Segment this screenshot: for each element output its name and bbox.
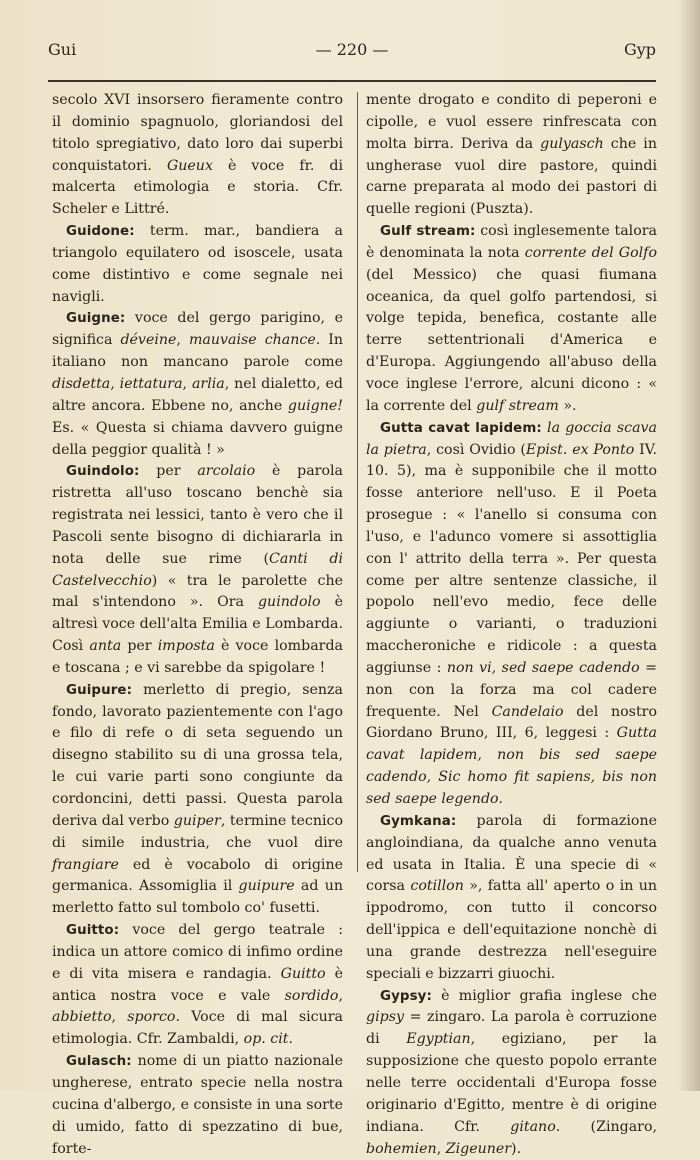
entry-text: , (338, 987, 343, 1004)
italic-term: sordido (284, 987, 339, 1004)
entry-text: . (Zingaro, (555, 1118, 657, 1135)
entry-text: (del Messico) che quasi fiumana oceanica, da quel golfo partendosi, si volge tepida, benefica, costante alle terre settentrionali d'America e d'Europa. Aggiungendo all'abuso della voce inglese l'errore, alcuni dicono : « la corrente del (366, 266, 657, 414)
entry-text: . Voce di mal sicura etimologia. Cfr. Zambaldi, (52, 1009, 343, 1048)
entry-text: nome di un piatto nazionale ungherese, entrato specie nella nostra cucina d'albergo, e consiste in una sorte di umido, fatto di spezzatino di bue, forte- (52, 1053, 343, 1157)
page-edge-shadow (678, 0, 700, 1091)
italic-term: cotillon (410, 878, 464, 895)
italic-term: sporco (127, 1009, 176, 1026)
headword: Gypsy: (380, 988, 432, 1004)
entry-text: ). (511, 1140, 522, 1157)
header-rule (48, 80, 656, 82)
italic-term: corrente del Golfo (524, 244, 657, 261)
italic-term: gulf stream (476, 397, 559, 414)
dictionary-entry (366, 221, 657, 418)
entry-text: è parola ristretta all'uso toscano benchè sia registrata nei lessici, tanto è vero che il Pascoli sente bisogno di dichiararla in nota delle sue rime ( (52, 463, 344, 567)
entry-text: è voce fr. di malcerta etimologia e storia. Cfr. Scheler e Littré. (52, 157, 344, 218)
page-number: — 220 — (315, 40, 389, 59)
entry-text: voce del gergo parigino, e significa (52, 310, 343, 349)
entry-text: Es. « Questa si chiama davvero guigne della peggior qualità ! » (52, 419, 343, 458)
italic-term: gipsy (366, 1009, 404, 1026)
column-divider (357, 92, 358, 872)
italic-term: gitano (510, 1118, 556, 1135)
italic-term: Egyptian (406, 1031, 471, 1048)
entry-text: , (182, 375, 192, 392)
headword: Guipure: (66, 682, 133, 698)
italic-term: mauvaise chance (188, 332, 316, 349)
headword: Guidone: (66, 224, 135, 240)
entry-text: che in ungherase vuol dire pastore, quindi carne preparata al modo dei pastori di quelle regioni (Puszta). (366, 135, 657, 218)
italic-term: Guitto (280, 965, 326, 982)
dictionary-entry (52, 308, 343, 461)
italic-term: guipure (238, 878, 295, 895)
entry-text: », fatta all' aperto o in un ippodromo, con tutto il concorso dell'ippica e dell'equitazione nonchè di una grande destrezza nell'eseguire speciali e bizzarri giuochi. (366, 878, 657, 982)
dictionary-entry (52, 90, 343, 221)
right-column (366, 90, 657, 1160)
entry-text: è antica nostra voce e vale (52, 965, 343, 1004)
italic-term: iettatura (119, 375, 183, 392)
left-column (52, 90, 343, 1160)
dictionary-entry (52, 920, 343, 1051)
italic-term: arcolaio (197, 463, 256, 480)
entry-text: ed è vocabolo di origine germanica. Assomiglia il (52, 856, 343, 895)
entry-text: = zingaro. La parola è corruzione di (366, 1009, 657, 1048)
entry-text: IV. 10. 5), ma è supponibile che il motto fosse anteriore nell'uso. E il Poeta prosegue : « l'anello si consuma con l'uso, e l'adunco vomere si assottiglia con l' attrito della terra ». Per questa come per altre sentenze classiche, il popolo nell'evo medio, fece delle aggiunte o varianti, o traduzioni maccheroniche e ridicole : a questa aggiunse : (366, 441, 658, 676)
running-header (48, 40, 656, 64)
entry-text: del nostro Giordano Bruno, III, 6, leggesi : (366, 703, 657, 742)
entry-text: = non con la forza ma col cadere frequente. Nel (366, 659, 658, 720)
entry-text: è voce lombarda e toscana ; e vi sarebbe da spigolare ! (52, 638, 343, 676)
dictionary-entry (52, 221, 343, 308)
italic-term: frangiare (52, 856, 119, 873)
headword: Gulasch: (66, 1054, 132, 1070)
italic-term: la goccia scava la pietra (366, 419, 658, 458)
italic-term: déveine (120, 332, 177, 349)
italic-term: guigne! (287, 397, 343, 414)
italic-term: op. cit. (243, 1031, 293, 1048)
entry-text: term. mar., bandiera a triangolo equilatero od isoscele, usata come distintivo e come segnale nei navigli. (52, 223, 343, 305)
entry-text: ad un merletto fatto sul tombolo co' fusetti. (52, 878, 343, 917)
italic-term: Candelaio (491, 703, 564, 720)
italic-term: gulyasch (540, 135, 604, 152)
headword: Gymkana: (380, 813, 457, 829)
entry-text: secolo XVI insorsero fieramente contro il dominio spagnuolo, gloriandosi del titolo spregiativo, dato loro dai superbi conquistatori. (52, 92, 343, 174)
italic-term: disdetta (52, 375, 111, 392)
italic-term: bohemien (366, 1140, 437, 1157)
italic-term: guiper (173, 812, 221, 829)
entry-text: mente drogato e condito di peperoni e cipolle, e vuol essere rinfrescata con molta birra. Deriva da (366, 92, 657, 152)
dictionary-entry (52, 1051, 343, 1160)
italic-term: Gutta cavat lapidem, non bis sed saepe cadendo, Sic homo fit sapiens, bis non sed saepe legendo. (366, 725, 657, 807)
entry-text: è miglior grafia inglese che (431, 987, 657, 1004)
dictionary-entry (366, 418, 657, 811)
entry-text: , (436, 1140, 446, 1157)
header-left-guide-word: Gui (48, 40, 77, 59)
dictionary-entry (366, 986, 657, 1160)
entry-text: ) « tra le parolette che mal s'intendono ». Ora (52, 572, 343, 611)
headword: Guitto: (66, 923, 120, 939)
entry-text: ». (558, 397, 577, 414)
italic-term: abbietto (52, 1009, 112, 1026)
italic-term: arlia (191, 375, 225, 392)
entry-text: così inglesemente talora è denominata la nota (366, 223, 657, 261)
headword: Guindolo: (66, 464, 140, 480)
entry-text: per (121, 638, 158, 655)
italic-term: anta (89, 638, 122, 655)
entry-text: , (176, 332, 189, 349)
entry-text: , nel dialetto, ed altre ancora. Ebbene no, anche (52, 375, 343, 414)
italic-term: Zigeuner (445, 1140, 512, 1157)
italic-term: Gueux (166, 157, 213, 174)
entry-text: voce del gergo teatrale : indica un attore comico di infimo ordine e di vita misera e randagia. (52, 922, 343, 982)
entry-text: . In italiano non mancano parole come (52, 332, 343, 371)
entry-text: , termine tecnico di simile industria, che vuol dire (52, 812, 344, 851)
entry-text: , (110, 375, 120, 392)
entry-text: , (111, 1009, 128, 1026)
entry-text: è altresì voce dell'alta Emilia e Lombarda. Così (52, 594, 343, 655)
italic-term: non vi, sed saepe cadendo (446, 659, 640, 676)
entry-text: parola di formazione angloindiana, da qualche anno venuta ed usata in Italia. È una specie di « corsa (366, 812, 657, 895)
headword: Gulf stream: (380, 224, 476, 240)
entry-text: , egiziano, per la supposizione che questo popolo errante nelle terre occidentali d'Europa fosse originario d'Egitto, mentre è di origine indiana. Cfr. (366, 1031, 657, 1135)
italic-term: Canti di Castelvecchio (52, 550, 343, 589)
headword: Gutta cavat lapidem: (380, 420, 542, 436)
entry-text: merletto di pregio, senza fondo, lavorato pazientemente con l'ago e filo di refe o di seta seguendo un disegno stabilito su di una grossa tela, le cui varie parti sono congiunte da cordoncini, detti passi. Questa parola deriva dal verbo (52, 681, 343, 829)
header-right-guide-word: Gyp (623, 40, 656, 59)
dictionary-entry (52, 461, 343, 679)
dictionary-entry (52, 680, 343, 920)
italic-term: guindolo (257, 594, 321, 611)
dictionary-entry (366, 811, 657, 986)
dictionary-entry (366, 90, 657, 221)
italic-term: Epist. ex Ponto (525, 441, 635, 458)
headword: Guigne: (66, 311, 126, 327)
entry-text: , così Ovidio ( (426, 441, 526, 458)
entry-text: per (139, 463, 198, 480)
italic-term: imposta (157, 638, 215, 655)
